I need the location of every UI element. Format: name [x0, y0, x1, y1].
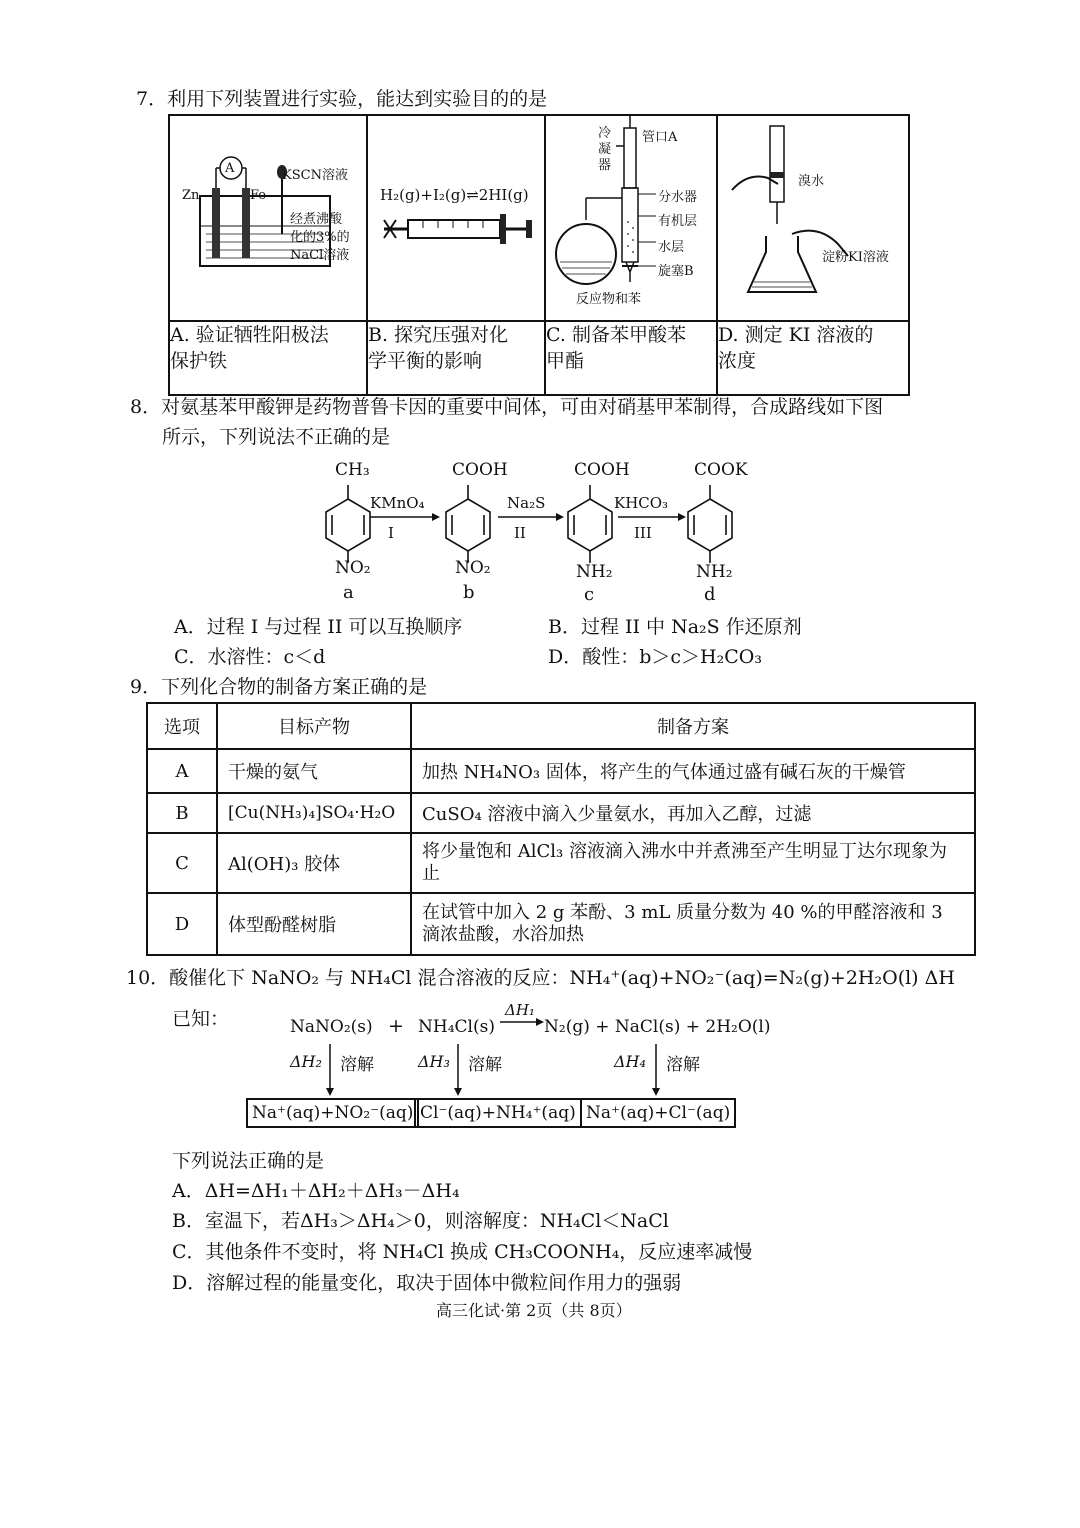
- plus-sign: +: [388, 1015, 404, 1037]
- q10-ask: 下列说法正确的是: [172, 1150, 325, 1172]
- q7-option-a: A. 验证牺牲阳极法 保护铁: [169, 321, 367, 395]
- equilibrium-label: H₂(g)+I₂(g)⇌2HI(g): [380, 186, 529, 204]
- q10-option-a: A．ΔH=ΔH₁＋ΔH₂＋ΔH₃－ΔH₄: [172, 1180, 460, 1202]
- q10-option-d: D．溶解过程的能量变化，取决于固体中微粒间作用力的强弱: [172, 1272, 682, 1294]
- q7-option-b: B. 探究压强对化 学平衡的影响: [367, 321, 545, 395]
- q8-option-d: D．酸性：b＞c＞H₂CO₃: [548, 646, 762, 668]
- nacl-label-1: 经煮沸酸: [290, 212, 343, 227]
- nh4cl-solid: NH₄Cl(s): [418, 1017, 495, 1037]
- ion-box-2: Cl⁻(aq)+NH₄⁺(aq): [414, 1098, 582, 1128]
- compound-b-top: COOH: [452, 460, 508, 480]
- nacl-label-2: 化的3%的: [290, 230, 350, 245]
- condenser-label-3: 器: [598, 158, 612, 173]
- ion-box-3: Na⁺(aq)+Cl⁻(aq): [580, 1098, 736, 1128]
- dh4-label: ΔH₄: [614, 1052, 646, 1071]
- compound-c-bottom: NH₂: [576, 562, 613, 582]
- products: N₂(g) + NaCl(s) + 2H₂O(l): [544, 1017, 771, 1037]
- ammeter-label: A: [225, 161, 235, 176]
- organic-layer-label: 有机层: [658, 214, 698, 229]
- port-a-label: 管口A: [642, 130, 678, 145]
- step2-label: II: [514, 524, 526, 542]
- ion-box-1: Na⁺(aq)+NO₂⁻(aq): [246, 1098, 419, 1128]
- q7-option-c: C. 制备苯甲酸苯 甲酯: [545, 321, 717, 395]
- table-row: D 体型酚醛树脂 在试管中加入 2 g 苯酚、3 mL 质量分数为 40 %的甲醛溶液和 3 滴浓盐酸，水浴加热: [147, 893, 975, 955]
- dissolve-label-1: 溶解: [340, 1055, 374, 1075]
- q7-stem: 7．利用下列装置进行实验，能达到实验目的的是: [136, 88, 548, 110]
- step3-reagent: KHCO₃: [614, 494, 669, 512]
- q10-known: 已知：: [172, 1008, 230, 1030]
- dh2-label: ΔH₂: [290, 1052, 322, 1071]
- dh1-label: ΔH₁: [505, 1001, 535, 1019]
- table-row: B [Cu(NH₃)₄]SO₄·H₂O CuSO₄ 溶液中滴入少量氨水，再加入乙醇，过滤: [147, 793, 975, 833]
- dh3-label: ΔH₃: [418, 1052, 450, 1071]
- nacl-label-3: NaCl溶液: [290, 248, 350, 263]
- water-layer-label: 水层: [658, 240, 685, 255]
- dissolve-label-3: 溶解: [666, 1055, 700, 1075]
- zn-label: Zn: [182, 188, 200, 203]
- stopcock-label: 旋塞B: [658, 264, 694, 279]
- q10-stem: 10．酸催化下 NaNO₂ 与 NH₄Cl 混合溶液的反应：NH₄⁺(aq)+NO₂⁻(aq)=N₂(g)+2H₂O(l) ΔH: [126, 967, 955, 989]
- table-row: A 干燥的氨气 加热 NH₄NO₃ 固体，将产生的气体通过盛有碱石灰的干燥管: [147, 749, 975, 793]
- table-row: C Al(OH)₃ 胶体 将少量饱和 AlCl₃ 溶液滴入沸水中并煮沸至产生明显丁达尔现象为止: [147, 833, 975, 893]
- q7-option-d: D. 测定 KI 溶液的 浓度: [717, 321, 909, 395]
- step1-reagent: KMnO₄: [370, 494, 425, 512]
- step2-reagent: Na₂S: [507, 494, 546, 512]
- compound-d-top: COOK: [694, 460, 748, 480]
- compound-a-label: a: [343, 582, 354, 603]
- q10-option-c: C．其他条件不变时，将 NH₄Cl 换成 CH₃COONH₄，反应速率减慢: [172, 1241, 753, 1263]
- page-footer: 高三化试·第 2页（共 8页）: [436, 1301, 632, 1320]
- kscn-label: KSCN溶液: [282, 168, 348, 183]
- q8-option-c: C．水溶性：c＜d: [174, 646, 326, 668]
- q8-option-b: B．过程 II 中 Na₂S 作还原剂: [548, 616, 802, 638]
- q8-stem-line2: 所示，下列说法不正确的是: [162, 426, 391, 448]
- compound-d-label: d: [704, 584, 716, 605]
- q8-stem-line1: 8．对氨基苯甲酸钾是药物普鲁卡因的重要中间体，可由对硝基甲苯制得，合成路线如下图: [130, 396, 884, 418]
- fe-label: Fe: [250, 188, 267, 203]
- compound-c-label: c: [584, 584, 595, 605]
- dissolve-label-2: 溶解: [468, 1055, 502, 1075]
- step3-label: III: [634, 524, 652, 542]
- step1-label: I: [388, 524, 394, 542]
- condenser-label-2: 凝: [598, 142, 612, 157]
- q10-option-b: B．室温下，若ΔH₃＞ΔH₄＞0，则溶解度：NH₄Cl＜NaCl: [172, 1210, 669, 1232]
- compound-a-bottom: NO₂: [335, 558, 371, 578]
- compound-a-top: CH₃: [335, 460, 370, 480]
- compound-b-bottom: NO₂: [455, 558, 491, 578]
- q9-stem: 9．下列化合物的制备方案正确的是: [130, 676, 428, 698]
- compound-c-top: COOH: [574, 460, 630, 480]
- compound-b-label: b: [463, 582, 475, 603]
- bromine-water-label: 溴水: [798, 174, 825, 189]
- q8-option-a: A．过程 I 与过程 II 可以互换顺序: [174, 616, 463, 638]
- table-header-row: 选项 目标产物 制备方案: [147, 703, 975, 749]
- condenser-label-1: 冷: [598, 126, 612, 141]
- separator-label: 分水器: [658, 190, 698, 205]
- compound-d-bottom: NH₂: [696, 562, 733, 582]
- nano2-solid: NaNO₂(s): [290, 1017, 373, 1037]
- flask-label: 反应物和苯: [576, 292, 642, 307]
- ki-solution-label: 淀粉KI溶液: [822, 250, 889, 265]
